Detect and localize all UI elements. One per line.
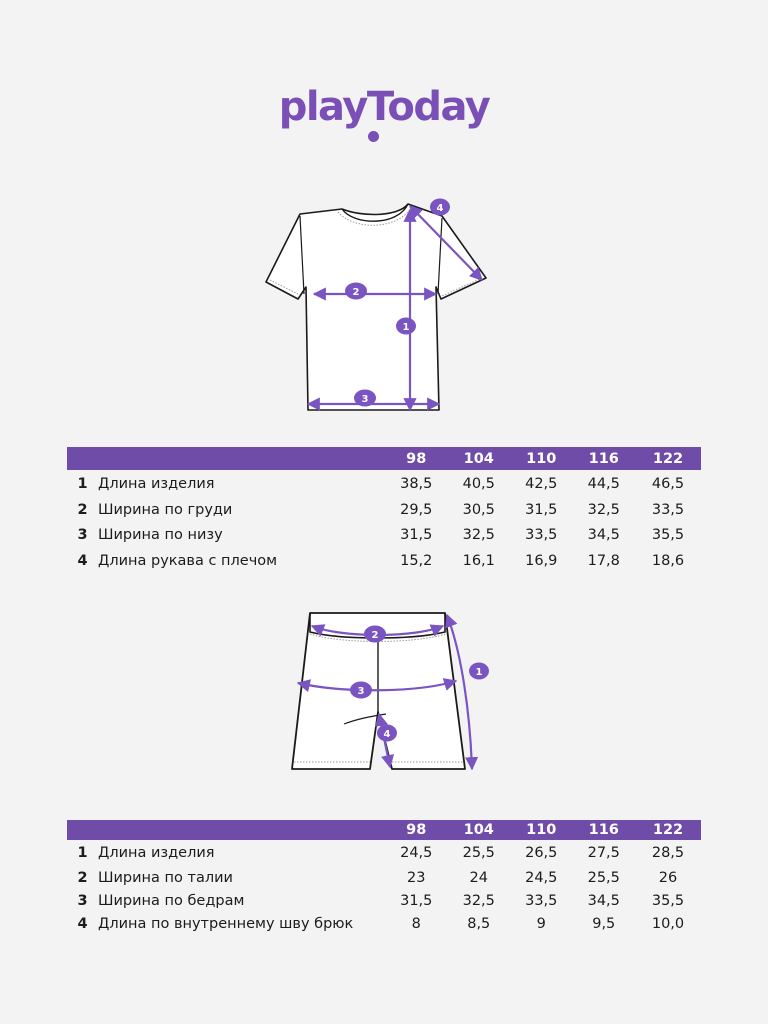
table-row [67, 889, 701, 912]
row-value: 27,5 [587, 845, 620, 861]
tshirt-outline [266, 204, 486, 410]
row-value: 24,5 [400, 845, 433, 861]
row-number: 2 [77, 869, 88, 886]
row-value: 9 [536, 915, 546, 932]
row-value: 8,5 [467, 915, 491, 932]
row-value: 10,0 [651, 915, 685, 932]
row-value: 33,5 [525, 527, 558, 544]
row-value: 16,1 [462, 552, 495, 569]
shorts-size-table [67, 820, 701, 935]
row-value: 32,5 [587, 501, 620, 518]
row-value: 38,5 [400, 475, 433, 492]
size-col-header: 122 [635, 447, 701, 470]
row-value: 44,5 [587, 475, 620, 492]
row-value: 28,5 [651, 845, 685, 861]
row-value: 15,2 [400, 552, 433, 569]
tshirt-marker-2 [345, 283, 367, 300]
table-row [67, 470, 701, 497]
row-label: Ширина по талии [98, 869, 233, 886]
table-row [67, 497, 701, 523]
size-col-header: 110 [510, 820, 573, 840]
shorts-marker-3 [350, 682, 372, 699]
row-label: Длина по внутреннему шву брюк [98, 915, 354, 932]
tshirt-marker-1 [396, 318, 416, 335]
row-value: 40,5 [462, 475, 495, 492]
brand-logo: playToday [278, 84, 490, 130]
shorts-marker-4 [377, 725, 397, 742]
row-value: 24,5 [525, 869, 558, 886]
row-value: 9,5 [592, 915, 616, 932]
row-number: 4 [77, 915, 88, 932]
size-col-header: 122 [635, 820, 701, 840]
row-value: 34,5 [587, 892, 620, 909]
row-label: Ширина по бедрам [98, 892, 245, 909]
svg-text:3: 3 [361, 394, 369, 405]
shorts-diagram [282, 604, 502, 780]
row-value: 17,8 [587, 552, 620, 569]
size-col-header: 110 [510, 447, 573, 470]
svg-text:1: 1 [402, 322, 410, 333]
shorts-marker-1 [469, 663, 489, 680]
row-value: 30,5 [462, 501, 495, 518]
row-label: Ширина по груди [98, 501, 233, 518]
shorts-marker-2 [364, 626, 386, 643]
row-number: 3 [77, 892, 88, 909]
svg-text:3: 3 [357, 686, 365, 697]
row-value: 35,5 [651, 527, 685, 544]
row-label: Длина изделия [98, 845, 215, 861]
table-row [67, 840, 701, 866]
row-value: 31,5 [400, 892, 433, 909]
row-value: 26,5 [525, 845, 558, 861]
row-value: 32,5 [462, 527, 495, 544]
row-value: 29,5 [400, 501, 433, 518]
row-value: 25,5 [587, 869, 620, 886]
size-col-header: 98 [385, 447, 448, 470]
row-value: 18,6 [651, 552, 685, 569]
row-value: 26 [658, 869, 678, 886]
row-value: 16,9 [525, 552, 558, 569]
table-row [67, 523, 701, 549]
size-col-header: 104 [448, 820, 511, 840]
svg-text:1: 1 [475, 667, 483, 678]
row-number: 2 [77, 501, 88, 518]
row-value: 34,5 [587, 527, 620, 544]
table-row [67, 912, 701, 935]
table-header-row [67, 820, 701, 840]
row-label: Длина рукава с плечом [98, 552, 278, 569]
size-col-header: 104 [448, 447, 511, 470]
row-value: 42,5 [525, 475, 558, 492]
svg-text:2: 2 [352, 287, 360, 298]
row-label: Длина изделия [98, 475, 215, 492]
row-value: 31,5 [525, 501, 558, 518]
size-col-header: 98 [385, 820, 448, 840]
row-value: 33,5 [651, 501, 685, 518]
row-value: 32,5 [462, 892, 495, 909]
row-label: Ширина по низу [98, 527, 223, 544]
svg-text:2: 2 [371, 630, 379, 641]
svg-text:4: 4 [383, 729, 391, 740]
size-col-header: 116 [573, 820, 636, 840]
brand-logo-dot [368, 131, 379, 142]
row-value: 33,5 [525, 892, 558, 909]
row-number: 1 [77, 845, 88, 861]
row-value: 25,5 [462, 845, 495, 861]
row-value: 46,5 [651, 475, 685, 492]
tshirt-marker-4 [430, 199, 450, 216]
row-value: 8 [411, 915, 421, 932]
table-header-row [67, 447, 701, 470]
tshirt-size-table [67, 447, 701, 574]
row-value: 35,5 [651, 892, 685, 909]
tshirt-marker-3 [354, 390, 376, 407]
table-row [67, 548, 701, 574]
row-value: 24 [469, 869, 488, 886]
row-number: 4 [77, 552, 88, 569]
row-value: 23 [407, 869, 426, 886]
size-col-header: 116 [573, 447, 636, 470]
row-number: 3 [77, 527, 88, 544]
row-number: 1 [77, 475, 88, 492]
row-value: 31,5 [400, 527, 433, 544]
table-row [67, 866, 701, 889]
svg-text:4: 4 [436, 203, 444, 214]
tshirt-diagram [258, 192, 498, 422]
